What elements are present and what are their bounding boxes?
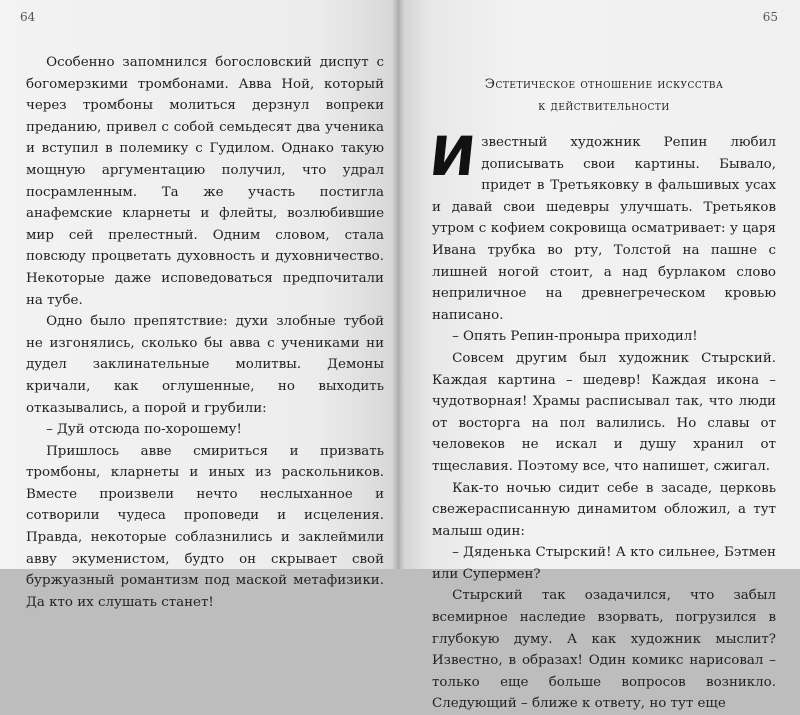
right-page-text bbox=[426, 125, 776, 715]
drop-cap: И bbox=[426, 125, 479, 188]
first-paragraph bbox=[426, 125, 776, 326]
right-page bbox=[398, 0, 800, 712]
page-number-right: 65 bbox=[762, 10, 778, 24]
heading-line-2: к действительности bbox=[538, 99, 670, 114]
heading-line-1: Эстетическое отношение искусства bbox=[484, 77, 724, 92]
left-page-text bbox=[26, 52, 384, 613]
paragraph: – Дуй отсюда по-хорошему! bbox=[46, 422, 242, 438]
first-paragraph-text: звестный художник Репин любил дописывать свои картины. Бывало, придет в Третьяковку в фальшивых усах и давай свои шедевры улучшать. Третьяков утром с кофием сокровища осматривает: у царя Ивана трубка во рту, Толстой на пашне с лишней ногой стоит, а над бурлаком слово неприличное на древнегреческом кровью написано. bbox=[432, 135, 776, 323]
paragraph: Как-то ночью сидит себе в засаде, церковь свежерасписанную динамитом обложил, а тут малыш один: bbox=[432, 480, 776, 539]
paragraph: Одно было препятствие: духи злобные тубой не изгонялись, сколько бы авва с учениками ни дудел заклинательные молитвы. Демоны кричали, как оглушенные, но выходить отказывались, а порой и грубили: bbox=[26, 314, 384, 416]
paragraph: Особенно запомнился богословский диспут с богомерзкими тромбонами. Авва Ной, который через тромбоны молиться дерзнул вопреки преданию, привел с собой семьдесят два ученика и вступил в полемику с Гудилом. Однако такую мощную аргументацию получил, что удрал посрамленным. Та же участь постигла анафемские кларнеты и флейты, возлюбившие мир сей прелестный. Одним словом, стала повсюду процветать духовность и духовничество. Некоторые даже исповедоваться предпочитали на тубе. bbox=[26, 55, 384, 308]
book-gutter bbox=[392, 0, 404, 569]
paragraph: Пришлось авве смириться и призвать тромбоны, кларнеты и иных из раскольников. Вместе произвели нечто неслыханное и сотворили чудеса проповеди и исцеления. Правда, некоторые соблазнились и заклеймили авву экуменистом, будто он скрывает свой буржуазный романтизм под маской метафизики. Да кто их слушать станет! bbox=[26, 443, 384, 610]
chapter-heading bbox=[438, 74, 770, 118]
paragraph: – Дяденька Стырский! А кто сильнее, Бэтмен или Супермен? bbox=[432, 545, 776, 582]
paragraph: – Опять Репин-проныра приходил! bbox=[452, 329, 698, 345]
page-number-left: 64 bbox=[20, 10, 36, 24]
left-page bbox=[0, 0, 398, 610]
paragraph: Совсем другим был художник Стырский. Каждая картина – шедевр! Каждая икона – чудотворная! Храмы расписывал так, что люди от восторга на пол валились. Но славы от человеков не искал и душу хранил от тщеславия. Поэтому все, что напишет, сжигал. bbox=[432, 350, 776, 474]
paragraph: Стырский так озадачился, что забыл всемирное наследие взорвать, погрузился в глубокую думу. А как художник мыслит? Известно, в образах! Один комикс нарисовал – только еще больше вопросов возникло. Следующий – ближе к ответу, но тут еще bbox=[432, 588, 776, 712]
